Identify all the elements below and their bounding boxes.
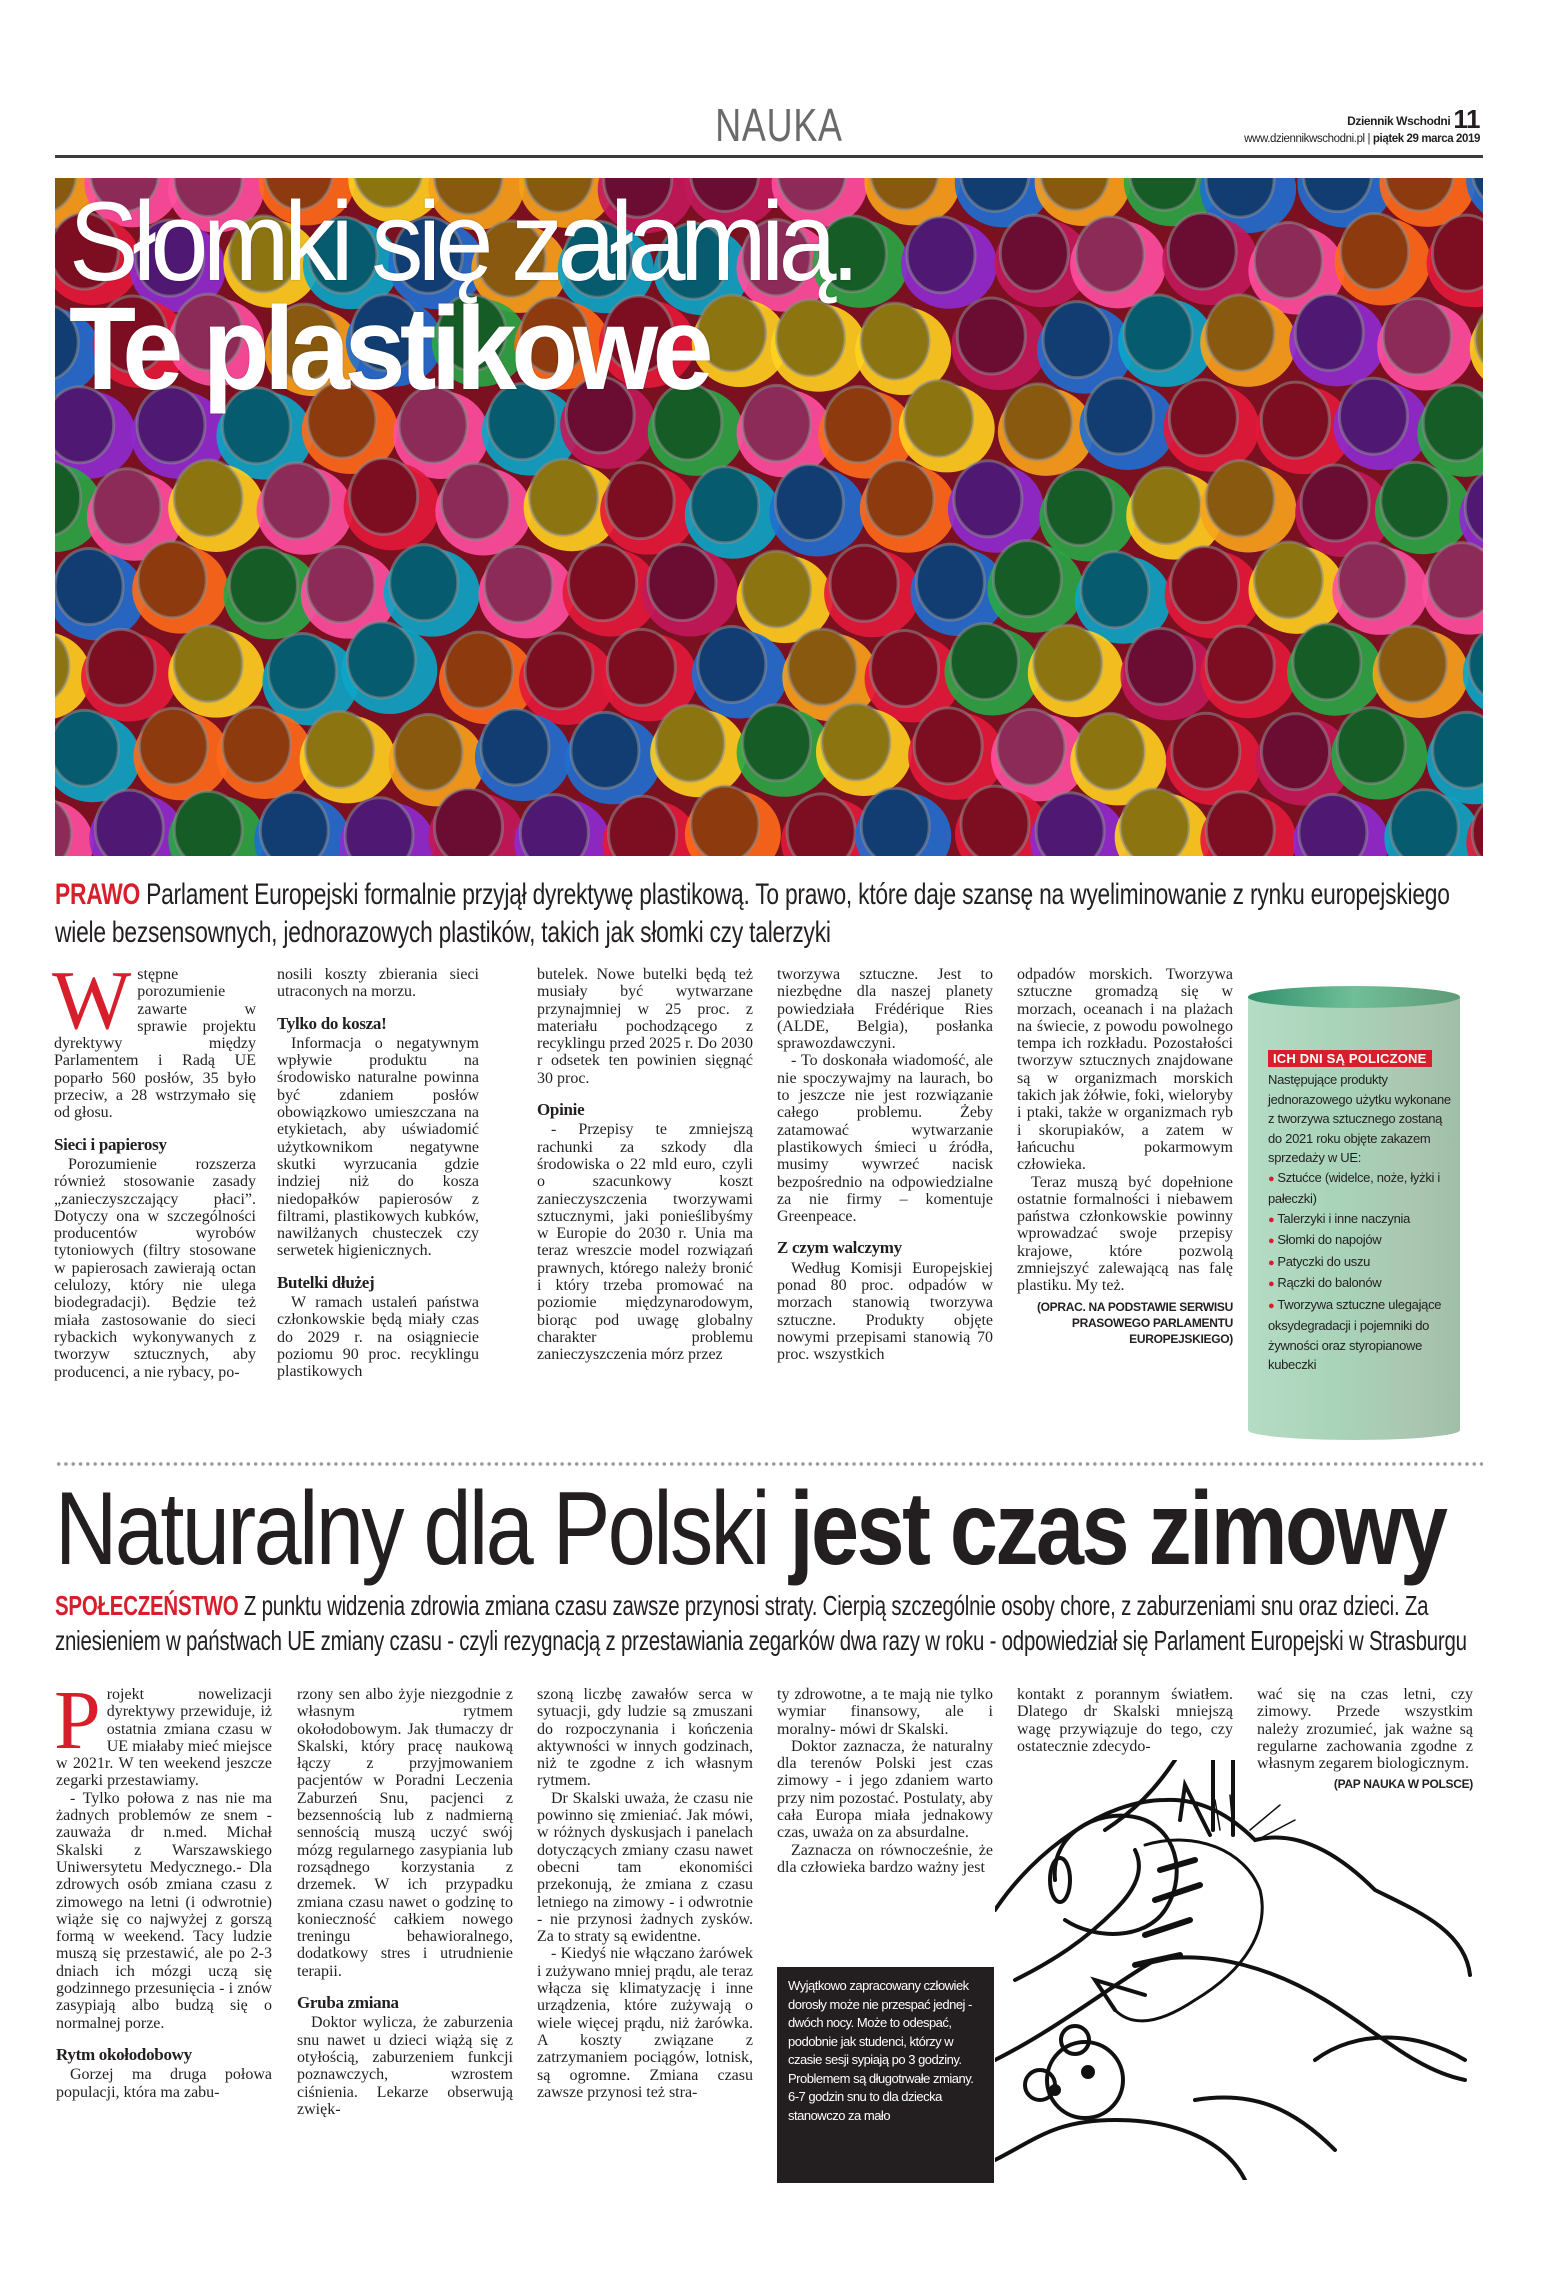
text-column xyxy=(277,966,479,1381)
straw-end xyxy=(998,384,1094,476)
straw-end xyxy=(1470,300,1483,392)
straw-end xyxy=(860,461,956,553)
straw-end xyxy=(168,626,264,718)
text-column xyxy=(537,966,753,1364)
blanket-edge xyxy=(995,2120,1245,2180)
text-column xyxy=(777,1686,993,1876)
sidebar-intro: Następujące produkty jednorazowego użytku wykonane z tworzywa sztucznego zostaną do 2021 roku objęte zakazem sprzedaży w UE: xyxy=(1268,1072,1451,1165)
straw-end xyxy=(384,545,480,637)
paper-url[interactable]: www.dziennikwschodni.pl xyxy=(1244,133,1365,145)
straw-end xyxy=(600,463,696,555)
masthead: Dziennik Wschodni 11 www.dziennikwschodni.pl | piątek 29 marca 2019 xyxy=(1244,104,1480,145)
subheading: Sieci i papierosy xyxy=(54,1134,167,1154)
straw-end xyxy=(642,545,738,637)
drop-cap: W xyxy=(52,954,132,1047)
header-rule xyxy=(55,155,1483,158)
blanket-fold xyxy=(1195,2097,1335,2150)
kicker-prawo: PRAWO xyxy=(55,878,141,911)
sidebar-banned-products xyxy=(1248,986,1460,1440)
straw-end xyxy=(650,705,746,797)
paragraph: Doktor zaznacza, że naturalny dla terenów Polski jest czas zimowy - i jego zdaniem warto przy nim pozostać. Postulaty, aby cała Europa miała jednakowy czas, uważa on za absurdalne. xyxy=(777,1737,993,1842)
section-title: NAUKA xyxy=(715,99,843,151)
factbox-text: Wyjątkowo zapracowany człowiek dorosły może nie przespać jednej - dwóch nocy. Może to odespać, podobnie jak studenci, którzy w czasie sesji sypiają po 3 godziny. xyxy=(788,1978,972,2067)
factbox-text: 6-7 godzin snu to dla dziecka stanowczo za mało xyxy=(788,2089,942,2123)
straw-end xyxy=(133,708,229,800)
paragraph: szoną liczbę zawałów serca w sytuacji, gdy ludzie są zmuszani do rozpoczynania i kończenia aktywności w innych godzinach, niż te zgodne z ich własnym rytmem. xyxy=(537,1686,753,1790)
paragraph-text: stępne porozumienie zawarte w sprawie projektu dyrektywy między Parlamentem i Radą UE poparło 560 posłów, 35 było przeciw, a 28 wstrzymało się od głosu. xyxy=(54,966,256,1122)
straw-end xyxy=(435,463,531,555)
straw-end xyxy=(951,298,1047,390)
cylinder-top xyxy=(1248,986,1460,1008)
paragraph: Według Komisji Europejskiej ponad 80 proc. odpadów w morzach stanowią tworzywa sztuczne. Produkty objęte nowymi przepisami stanowią 70 proc. wszystkich xyxy=(777,1259,993,1364)
paragraph: rzony sen albo żyje niezgodnie z własnym rytmem okołodobowym. Jak tłumaczy dr Skalski, który pracę naukową łączy z przyjmowaniem pacjentów w Poradni Leczenia Zaburzeń Snu, pacjenci z bezsennością lub z nadmierną sennością muszą uczyć swój mózg regularnego zasypiania lub rozsądnego korzystania z drzemek. W ich przypadku zmiana czasu nawet o godzinę to konieczność całkiem nowego treningu behawioralnego, dodatkowy stres i utrudnienie terapii. xyxy=(297,1686,513,1980)
straw-end xyxy=(478,546,574,638)
paragraph: kontakt z porannym światłem. Dlatego dr Skalski mniejszą wagę przywiązuje do tego, czy ostatecznie zdecydo- xyxy=(1017,1686,1233,1755)
article1-headline xyxy=(69,179,914,415)
headline-regular: Naturalny dla Polski xyxy=(55,1471,769,1587)
paper-name: Dziennik Wschodni xyxy=(1347,114,1451,128)
straw-end xyxy=(1377,299,1473,391)
straw-end xyxy=(1373,626,1469,718)
straw-end xyxy=(1118,295,1214,387)
text-column xyxy=(777,966,993,1364)
article1-deck xyxy=(55,876,1499,952)
straw-end xyxy=(824,545,920,637)
paragraph: - To doskonała wiadomość, ale nie spoczywajmy na laurach, bo to jeszcze nie jest rozwiązanie całego problemu. Żeby zatamować wytwarzanie plastikowych śmieci u źródła, musimy wywrzeć nacisk bezpośrednio na odpowiedzialne za nie firmy – komentuje Greenpeace. xyxy=(777,1052,993,1226)
hero-photo-straws xyxy=(55,178,1483,856)
text-column xyxy=(1017,1686,1233,1755)
paragraph-text: rojekt nowelizacji dyrektywy przewiduje, iż ostatnia zmiana czasu w UE miałaby mieć miejsce w 2021r. W ten weekend jeszcze zegarki przestawiamy. xyxy=(56,1686,272,1790)
paragraph: Gorzej ma druga połowa populacji, która ma zabu- xyxy=(56,2066,272,2101)
subheading: Rytm okołodobowy xyxy=(56,2044,192,2064)
text-column xyxy=(537,1686,753,2101)
paragraph: Dr Skalski uważa, że czasu nie powinno się zmieniać. Jak mówi, w różnych dyskusjach i panelach dotyczących zmiany czasu nawet obecni tam ekonomiści przekonują, że zmiana z czasu letniego na zimowy - i odwrotnie - nie przynosi żadnych zysków. Za to straty są ewidentne. xyxy=(537,1789,753,1946)
issue-date: piątek 29 marca 2019 xyxy=(1372,133,1480,145)
text-column xyxy=(1017,966,1233,1347)
paragraph: - Przepisy te zmniejszą rachunki za szkody dla środowiska o 22 mld euro, czyli o szacunkowy koszt zanieczyszczenia tworzywami sztucznymi, jaki ponieślibyśmy w Europie do 2030 r. Unia ma teraz wreszcie model rozwiązań prawnych, którego należy bronić i który trzeba promować na poziomie międzynarodowym, biorąc pod uwagę globalny charakter problemu zanieczyszczenia mórz przez xyxy=(537,1121,753,1364)
subheading: Tylko do kosza! xyxy=(277,1013,387,1033)
straw-end xyxy=(1200,461,1296,553)
straw-end xyxy=(1248,542,1344,634)
subheading: Opinie xyxy=(537,1100,585,1120)
deck-text: Z punktu widzenia zdrowia zmiana czasu zawsze przynosi straty. Cierpią szczególnie osoby chore, z zaburzeniami snu oraz dzieci. Za zniesieniem w państwach UE zmiany czasu - czyli rezygnacją z przestawiania zegarków dwa razy w roku - odpowiedział się Parlament Europejski w Strasburgu xyxy=(55,1590,1467,1656)
article2-headline xyxy=(55,1471,1446,1587)
straw-end xyxy=(1039,469,1135,561)
straw-end xyxy=(1165,546,1261,638)
straw-end xyxy=(603,796,699,856)
straw-end xyxy=(901,217,997,309)
text-column xyxy=(54,1674,272,2101)
straw-end xyxy=(1335,214,1431,306)
blanket-fold xyxy=(1315,2038,1465,2061)
straw-end xyxy=(855,788,951,856)
dotted-divider xyxy=(55,1461,1483,1467)
straw-end xyxy=(1427,215,1483,307)
list-item: ● Sztućce (widelce, noże, łyżki i pałeczki) xyxy=(1268,1168,1454,1209)
subheading: Butelki dłużej xyxy=(277,1272,375,1292)
paragraph: butelek. Nowe butelki będą też musiały być wytwarzane przynajmniej w 25 proc. z materiału pochodzącego z recyklingu przed 2025 r. Do 2030 r odsetek ten powinien sięgnąć 30 proc. xyxy=(537,966,753,1087)
paragraph: Teraz muszą być dopełnione ostatnie formalności i niebawem państwa członkowskie powinny wprowadzać swoje przepisy krajowe, które pozwolą zmniejszyć zalewającą nas falę plastiku. My też. xyxy=(1017,1173,1233,1295)
head-outline xyxy=(1055,1816,1177,1934)
paragraph: Porozumienie rozszerza również stosowanie zasady „zanieczyszczający płaci”. Dotyczy ona w szczególności producentów wyrobów tytoniowych (filtry stosowane w papierosach zawierają octan celulozy, który nie ulega biodegradacji). Będzie też miała zastosowanie do sieci rybackich wykonywanych z tworzyw sztucznych, aby producenci, a nie rybacy, po- xyxy=(54,1155,256,1381)
straw-end xyxy=(1331,708,1427,800)
straw-end xyxy=(944,623,1040,715)
paragraph xyxy=(54,1674,272,1790)
teddy-ear xyxy=(1061,2026,1089,2054)
list-item: ● Talerzyki i inne naczynia xyxy=(1268,1209,1454,1231)
list-item: ● Tworzywa sztuczne ulegające oksydegradacji i pojemniki do żywności oraz styropianowe kubeczki xyxy=(1268,1295,1454,1375)
source-credit: (OPRAC. NA PODSTAWIE SERWISU PRASOWEGO PARLAMENTU EUROPEJSKIEGO) xyxy=(1036,1299,1233,1346)
sidebar-label: ICH DNI SĄ POLICZONE xyxy=(1268,1050,1432,1067)
factbox xyxy=(777,1967,994,2183)
straw-end xyxy=(81,629,177,721)
straw-end xyxy=(1463,626,1483,718)
straw-end xyxy=(1079,378,1175,470)
straw-end xyxy=(300,711,396,803)
paragraph xyxy=(52,954,256,1122)
arm-outline xyxy=(1015,1850,1139,1980)
straw-end xyxy=(1422,543,1483,635)
paragraph: W ramach ustaleń państwa członkowskie będą miały czas do 2029 r. na osiągniecie poziomu 90 proc. recyklingu plastikowych xyxy=(277,1294,479,1381)
paragraph: nosili koszty zbierania sieci utraconych na morzu. xyxy=(277,966,479,1001)
straw-end xyxy=(168,791,264,856)
straw-end xyxy=(769,464,865,556)
straw-end xyxy=(55,796,93,856)
list-item: ● Patyczki do uszu xyxy=(1268,1252,1454,1274)
kicker-spoleczenstwo: SPOŁECZEŃSTWO xyxy=(55,1590,239,1621)
straw-end xyxy=(55,710,140,802)
sleeping-person-cat-illustration xyxy=(995,1760,1475,2180)
straw-end xyxy=(1333,378,1429,470)
straw-end xyxy=(132,542,228,634)
teddy-eye xyxy=(1051,2086,1059,2094)
paragraph: odpadów morskich. Tworzywa sztuczne gromadzą się w morzach, oceanach i na plażach na świecie, z powodu powolnego tempa ich rozkładu. Pozostałości tworzyw sztucznych znajdowane są w organizmach morskich takich jak żółwie, foki, wieloryby i ptaki, także w organizmach ryb i skorupiaków, a zatem w łańcuchu pokarmowym człowieka. xyxy=(1017,966,1233,1174)
factbox-text: Problemem są długotrwałe zmiany. xyxy=(788,2070,974,2086)
paragraph: wać się na czas letni, czy zimowy. Przede wszystkim należy zrozumieć, jak ważne są regularne zachowania zgodne z własnym zegarem biologicznym. xyxy=(1257,1686,1473,1773)
blanket-fold xyxy=(995,1957,1465,2080)
deck-text: Parlament Europejski formalnie przyjął dyrektywę plastikową. To prawo, które daje szansę na wyeliminowanie z rynku europejskiego wiele bezsensownych, jednorazowych plastików, takich jak słomki czy talerzyki xyxy=(55,878,1450,949)
straw-end xyxy=(948,461,1044,553)
straw-end xyxy=(1287,624,1383,716)
teddy-eye xyxy=(1083,2067,1093,2077)
headline-line2: Te plastikowe xyxy=(69,283,708,415)
headline-bold: jest czas zimowy xyxy=(789,1471,1446,1587)
straw-end xyxy=(1289,294,1385,386)
straw-end xyxy=(1163,380,1259,472)
straw-end xyxy=(685,467,781,559)
paragraph: Doktor wylicza, że zaburzenia snu nawet u dzieci wiążą się z otyłością, zaburzeniem funkcji poznawczych, wzrostem ciśnienia. Lekarze obserwują zwięk- xyxy=(297,2014,513,2118)
source-credit: (PAP NAUKA W POLSCE) xyxy=(1333,1777,1473,1792)
paragraph: - Tylko połowa z nas nie ma żadnych problemów ze snem - zauważa dr n.med. Michał Skalski z Warszawskiego Uniwersytetu Medycznego.- Dla zdrowych osób zmiana czasu z zimowego na letni (i odwrotnie) wiąże się co najwyżej z gorszą formą w weekend. Tacy ludzie muszą się przestawić, ale po 2-3 dniach ich mózgi uczą się godzinnego przesunięcia - i znów zasypiają albo budzą się o normalnej porze. xyxy=(56,1789,272,2032)
straw-end xyxy=(514,795,610,856)
text-column xyxy=(52,954,256,1381)
paragraph: ty zdrowotne, a te mają nie tylko wymiar finansowy, ale i moralny- mówi dr Skalski. xyxy=(777,1686,993,1738)
teddy-ear xyxy=(1025,2070,1055,2100)
drop-cap: P xyxy=(54,1674,101,1767)
paragraph: Zaznacza on równocześnie, że dla człowieka bardzo ważny jest xyxy=(777,1841,993,1876)
subheading: Gruba zmiana xyxy=(297,1993,399,2013)
paragraph: - Kiedyś nie włączano żarówek i zużywano mniej prądu, ale teraz włącza się klimatyzację i inne urządzenia, które zużywają o wiele więcej prądu, niż żarówka. A koszty związane z zatrzymaniem pociągów, lotnisk, są ogromne. Zmiana czasu zawsze przynosi też stra- xyxy=(537,1945,753,2101)
paragraph: Informacja o negatywnym wpływie produktu na środowisko naturalne powinna być zdaniem posłów obowiązkowo umieszczana na etykietach, aby uświadomić użytkownikom negatywne skutki wyrzucania gdzie indziej niż do kosza niedopałków papierosów z filtrami, plastikowych kubków, nawilżanych chusteczek czy serwetek higienicznych. xyxy=(277,1034,479,1260)
paragraph: tworzywa sztuczne. Jest to niezbędne dla naszej planety powiedziała Frédérique Ries (ALDE, Belgia), posłanka sprawozdawczyni. xyxy=(777,966,993,1053)
page-number: 11 xyxy=(1453,104,1480,134)
subheading: Z czym walczymy xyxy=(777,1238,902,1258)
straw-end xyxy=(1332,543,1428,635)
straw-end xyxy=(257,463,353,555)
cat-stripes xyxy=(1135,1860,1200,1965)
straw-end xyxy=(339,798,435,856)
list-item: ● Słomki do napojów xyxy=(1268,1230,1454,1252)
sidebar-text xyxy=(1268,1070,1454,1375)
cat-ear xyxy=(1180,1785,1210,1835)
list-item: ● Rączki do balonów xyxy=(1268,1273,1454,1295)
text-column xyxy=(297,1686,513,2118)
headline-line1: Słomki się załamią. xyxy=(69,179,855,304)
teddy-head xyxy=(1047,2042,1123,2118)
straw-end xyxy=(1200,626,1296,718)
article2-deck xyxy=(55,1588,1493,1658)
straw-end xyxy=(565,712,661,804)
straw-end xyxy=(55,548,145,640)
